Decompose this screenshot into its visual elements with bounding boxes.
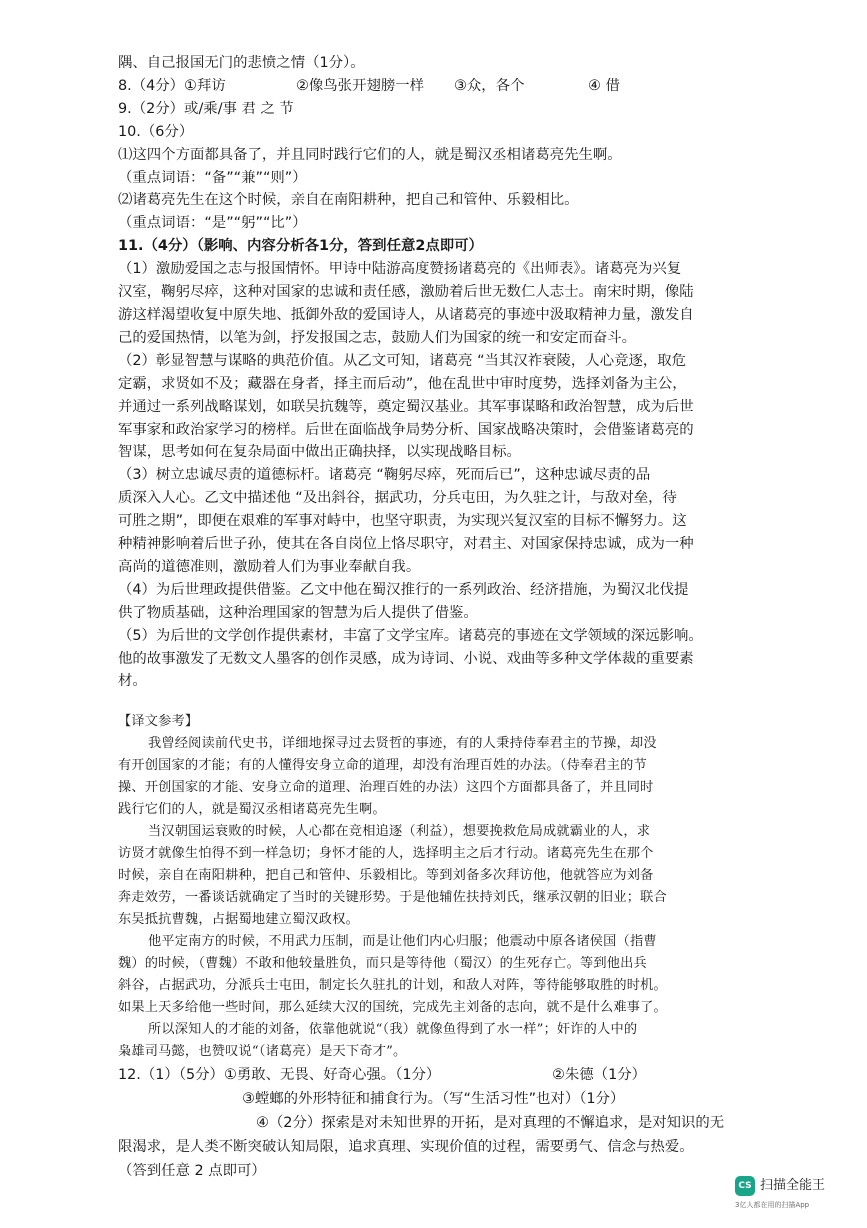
q11-line: 汉室，鞠躬尽瘁，这种对国家的忠诚和责任感，激励着后世无数仁人志士。南宋时期，像陆: [118, 284, 694, 301]
watermark-tagline: 3亿人都在用的扫描App: [735, 1201, 810, 1209]
q11-line: （5）为后世的文学创作提供素材，丰富了文学宝库。诸葛亮的事迹在文学领域的深远影响。: [118, 627, 703, 644]
q8-item-2: ②像鸟张开翅膀一样: [296, 77, 425, 94]
translation-line: 奔走效劳，一番谈话就确定了当时的关键形势。于是他辅佐扶持刘氏，继承汉朝的旧业；联合: [118, 890, 667, 906]
q11-line: 种精神影响着后世子孙，使其在各自岗位上恪尽职守，对君主、对国家保持忠诚，成为一种: [118, 536, 694, 553]
q10-keywords-2: （重点词语：“是”“躬”“比”）: [118, 215, 307, 232]
translation-line: 东吴抵抗曹魏，占据蜀地建立蜀汉政权。: [118, 912, 359, 928]
translation-line: 我曾经阅读前代史书，详细地探寻过去贤哲的事迹，有的人秉持侍奉君主的节操，却没: [148, 736, 657, 752]
translation-line: 践行它们的人，就是蜀汉丞相诸葛亮先生啊。: [118, 802, 386, 818]
q12-answer-4-cont: 限渴求，是人类不断突破认知局限，追求真理、实现价值的过程，需要勇气、信念与热爱。: [118, 1139, 694, 1156]
q11-line: 定霸，求贤如不及；藏器在身者，择主而后动”，他在乱世中审时度势，选择刘备为主公，: [118, 375, 687, 392]
q11-line: 游这样渴望收复中原失地、抵御外敌的爱国诗人，从诸葛亮的事迹中汲取精神力量，激发自: [118, 306, 694, 323]
translation-line: 时候，亲自在南阳耕种，把自己和管仲、乐毅相比。等到刘备多次拜访他，他就答应为刘备: [118, 868, 654, 884]
q11-line: 质深入人心。乙文中描述他 “及出斜谷，据武功，分兵屯田，为久驻之计，与敌对垒，待: [118, 490, 677, 507]
camscanner-logo-icon: CS: [735, 1176, 755, 1196]
q8-answer: [118, 75, 768, 98]
translation-line: 魏）的时候，（曹魏）不敢和他较量胜负，而只是等待他（蜀汉）的生死存亡。等到他出兵: [118, 956, 647, 972]
q12-answer-4: ④（2分）探索是对未知世界的开拓，是对真理的不懈追求，是对知识的无: [256, 1115, 725, 1132]
q10-answer-1: ⑴这四个方面都具备了，并且同时践行它们的人，就是蜀汉丞相诸葛亮先生啊。: [118, 146, 622, 163]
q11-line: 己的爱国热情，以笔为剑，抒发报国之志，鼓励人们为国家的统一和安定而奋斗。: [118, 329, 637, 346]
q12-answer-3: ③螳螂的外形特征和捕食行为。（写“生活习性”也对）（1分）: [242, 1091, 625, 1108]
q12-line-1: [118, 1063, 768, 1087]
translation-heading: 【译文参考】: [118, 714, 199, 730]
q11-line: （3）树立忠诚尽责的道德标杆。诸葛亮 “鞠躬尽瘁，死而后已”，这种忠诚尽责的品: [118, 467, 651, 484]
watermark-name: 扫描全能王: [760, 1178, 826, 1193]
q11-heading: 11.（4分）（影响、内容分析各1分，答到任意2点即可）: [118, 238, 483, 255]
q12-answer-1: 12.（1）（5分）①勇敢、无畏、好奇心强。（1分）: [118, 1067, 441, 1084]
spacer: [118, 693, 768, 711]
scanner-watermark: [733, 1174, 851, 1212]
q11-line: 并通过一系列战略谋划，如联吴抗魏等，奠定蜀汉基业。其军事谋略和政治智慧，成为后世: [118, 398, 694, 415]
q11-line: 高尚的道德准则，激励着人们为事业奉献自我。: [118, 558, 421, 575]
q11-line: （2）彰显智慧与谋略的典范价值。从乙文可知，诸葛亮 “当其汉祚衰陵，人心竞逐，取危: [118, 352, 687, 369]
translation-line: 如果上天多给他一些时间，那么延续大汉的国统，完成先主刘备的志向，就不是什么难事了。: [118, 1000, 667, 1016]
q11-line: 军事家和政治家学习的榜样。后世在面临战争局势分析、国家战略决策时，会借鉴诸葛亮的: [118, 421, 694, 438]
translation-line: 当汉朝国运衰败的时候，人心都在竞相追逐（利益），想要挽救危局成就霸业的人，求: [148, 824, 651, 840]
q11-line: 供了物质基础，这种治理国家的智慧为后人提供了借鉴。: [118, 604, 478, 621]
answer-line: 隅、自己报国无门的悲愤之情（1分）。: [118, 55, 365, 71]
q8-item-3: ③众，各个: [454, 77, 525, 94]
q10-keywords-1: （重点词语：“备”“兼”“则”）: [118, 169, 307, 186]
q8-item-1: 8.（4分）①拜访: [118, 77, 226, 94]
q11-line: （1）激励爱国之志与报国情怀。甲诗中陆游高度赞扬诸葛亮的《出师表》。诸葛亮为兴复: [118, 261, 682, 278]
translation-line: 枭雄司马懿，也赞叹说“（诸葛亮）是天下奇才”。: [118, 1044, 407, 1060]
translation-line: 有开创国家的才能；有的人懂得安身立命的道理，却没有治理百姓的办法。（侍奉君主的节: [118, 758, 647, 774]
translation-body: [118, 733, 768, 1063]
translation-line: 操、开创国家的才能、安身立命的道理、治理百姓的办法）这四个方面都具备了，并且同时: [118, 780, 654, 796]
q11-line: （4）为后世理政提供借鉴。乙文中他在蜀汉推行的一系列政治、经济措施，为蜀汉北伐提: [118, 581, 689, 598]
translation-line: 所以深知人的才能的刘备，依靠他就说“（我）就像鱼得到了水一样”；奸诈的人中的: [148, 1022, 638, 1038]
q10-answer-2: ⑵诸葛亮先生在这个时候，亲自在南阳耕种，把自己和管仲、乐毅相比。: [118, 192, 579, 209]
q8-item-4: ④ 借: [588, 77, 620, 94]
q11-answer: [118, 258, 768, 693]
q12-note: （答到任意 2 点即可）: [118, 1163, 266, 1180]
answer-sheet: [118, 52, 768, 1183]
q12-answer-2: ②朱德（1分）: [552, 1067, 647, 1084]
q10-heading: 10.（6分）: [118, 123, 194, 140]
translation-line: 访贤才就像生怕得不到一样急切；身怀才能的人，选择明主之后才行动。诸葛亮先生在那个: [118, 846, 654, 862]
translation-line: 斜谷，占据武功，分派兵士屯田，制定长久驻扎的计划，和敌人对阵，等待能够取胜的时机。: [118, 978, 667, 994]
translation-line: 他平定南方的时候，不用武力压制，而是让他们内心归服；他震动中原各诸侯国（指曹: [148, 934, 657, 950]
q11-line: 材。: [118, 673, 147, 690]
q11-line: 可胜之期”，即便在艰难的军事对峙中，也坚守职责，为实现兴复汉室的目标不懈努力。这: [118, 513, 687, 530]
q11-line: 智谋，思考如何在复杂局面中做出正确抉择，以实现战略目标。: [118, 444, 521, 461]
q11-line: 他的故事激发了无数文人墨客的创作灵感，成为诗词、小说、戏曲等多种文学体裁的重要素: [118, 650, 694, 667]
q9-answer: 9.（2分）或/乘/事 君 之 节: [118, 100, 294, 117]
